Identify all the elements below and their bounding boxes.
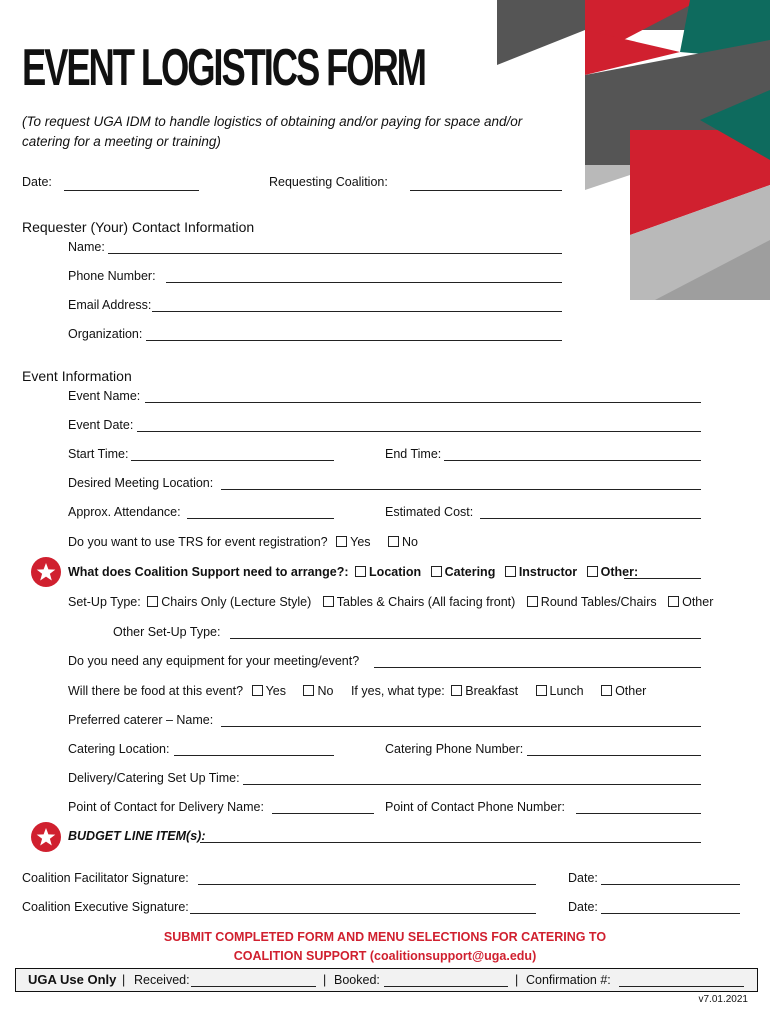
event-heading: Event Information [22, 368, 132, 384]
food-yes-checkbox[interactable] [252, 685, 263, 696]
arrange-other-checkbox[interactable] [587, 566, 598, 577]
poc-phone-label: Point of Contact Phone Number: [385, 800, 565, 814]
setup-chairs-label: Chairs Only (Lecture Style) [161, 595, 312, 609]
phone-field[interactable] [166, 282, 562, 283]
name-field[interactable] [108, 253, 562, 254]
arrange-location-label: Location [369, 565, 422, 579]
food-question: Will there be food at this event? [68, 684, 244, 698]
other-setup-field[interactable] [230, 638, 701, 639]
trs-question-row [68, 535, 418, 549]
facilitator-signature-label: Coalition Facilitator Signature: [22, 871, 189, 885]
food-lunch-label: Lunch [549, 684, 584, 698]
submit-notice [0, 928, 770, 966]
star-icon [31, 822, 61, 852]
date-field[interactable] [64, 190, 199, 191]
catering-location-label: Catering Location: [68, 742, 170, 756]
separator: | [515, 973, 519, 987]
caterer-label: Preferred caterer – Name: [68, 713, 214, 727]
setup-chairs-checkbox[interactable] [147, 596, 158, 607]
arrange-other-label: Other: [600, 565, 639, 579]
date-label: Date: [22, 175, 52, 189]
setup-row [68, 595, 713, 609]
catering-phone-field[interactable] [527, 755, 701, 756]
version-label: v7.01.2021 [698, 994, 748, 1005]
trs-yes-label: Yes [350, 535, 371, 549]
arrange-location-checkbox[interactable] [355, 566, 366, 577]
food-type-label: If yes, what type: [350, 684, 445, 698]
facilitator-date-field[interactable] [601, 884, 740, 885]
event-name-label: Event Name: [68, 389, 141, 403]
food-breakfast-checkbox[interactable] [451, 685, 462, 696]
trs-no-label: No [402, 535, 418, 549]
uga-use-only-title: UGA Use Only [28, 972, 117, 987]
star-icon [31, 557, 61, 587]
estimated-cost-field[interactable] [480, 518, 701, 519]
arrange-question: What does Coalition Support need to arrange?: [68, 565, 349, 579]
poc-phone-field[interactable] [576, 813, 701, 814]
facilitator-signature-field[interactable] [198, 884, 536, 885]
separator: | [323, 973, 327, 987]
arrange-other-field[interactable] [624, 578, 701, 579]
email-label: Email Address: [68, 298, 152, 312]
setup-tables-label: Tables & Chairs (All facing front) [336, 595, 516, 609]
received-field[interactable] [191, 986, 316, 987]
setup-round-checkbox[interactable] [527, 596, 538, 607]
trs-question: Do you want to use TRS for event registration? [68, 535, 328, 549]
form-subtitle: (To request UGA IDM to handle logistics of obtaining and/or paying for space and/or catering for a meeting or training) [22, 114, 523, 149]
executive-signature-field[interactable] [190, 913, 536, 914]
poc-name-field[interactable] [272, 813, 374, 814]
arrange-instructor-label: Instructor [518, 565, 578, 579]
equipment-label: Do you need any equipment for your meeting/event? [68, 654, 360, 668]
confirmation-field[interactable] [619, 986, 744, 987]
name-label: Name: [68, 240, 105, 254]
executive-date-field[interactable] [601, 913, 740, 914]
equipment-field[interactable] [374, 667, 701, 668]
budget-label: BUDGET LINE ITEM(s): [68, 829, 206, 843]
executive-signature-label: Coalition Executive Signature: [22, 900, 189, 914]
caterer-field[interactable] [221, 726, 701, 727]
arrange-catering-checkbox[interactable] [431, 566, 442, 577]
arrange-catering-label: Catering [444, 565, 496, 579]
end-time-field[interactable] [444, 460, 701, 461]
food-breakfast-label: Breakfast [465, 684, 519, 698]
start-time-label: Start Time: [68, 447, 129, 461]
event-date-field[interactable] [137, 431, 701, 432]
meeting-location-field[interactable] [221, 489, 701, 490]
delivery-time-label: Delivery/Catering Set Up Time: [68, 771, 240, 785]
end-time-label: End Time: [385, 447, 442, 461]
setup-tables-checkbox[interactable] [323, 596, 334, 607]
organization-field[interactable] [146, 340, 562, 341]
form-title: EVENT LOGISTICS FORM [22, 39, 425, 97]
meeting-location-label: Desired Meeting Location: [68, 476, 214, 490]
requesting-coalition-label: Requesting Coalition: [269, 175, 388, 189]
setup-label: Set-Up Type: [68, 595, 141, 609]
other-setup-label: Other Set-Up Type: [113, 625, 221, 639]
trs-no-checkbox[interactable] [388, 536, 399, 547]
attendance-field[interactable] [187, 518, 334, 519]
booked-field[interactable] [384, 986, 508, 987]
separator: | [122, 973, 126, 987]
trs-yes-checkbox[interactable] [336, 536, 347, 547]
event-date-label: Event Date: [68, 418, 134, 432]
setup-round-label: Round Tables/Chairs [540, 595, 657, 609]
catering-location-field[interactable] [174, 755, 334, 756]
food-no-label: No [317, 684, 334, 698]
catering-phone-label: Catering Phone Number: [385, 742, 524, 756]
food-row [68, 684, 646, 698]
organization-label: Organization: [68, 327, 143, 341]
phone-label: Phone Number: [68, 269, 156, 283]
confirmation-label: Confirmation #: [526, 973, 611, 987]
requester-heading: Requester (Your) Contact Information [22, 219, 255, 235]
received-label: Received: [134, 973, 190, 987]
food-no-checkbox[interactable] [303, 685, 314, 696]
facilitator-date-label: Date: [568, 871, 598, 885]
submit-line-1: SUBMIT COMPLETED FORM AND MENU SELECTIONS FOR CATERING TO [163, 930, 607, 944]
setup-other-checkbox[interactable] [668, 596, 679, 607]
email-field[interactable] [152, 311, 562, 312]
food-lunch-checkbox[interactable] [536, 685, 547, 696]
requesting-coalition-field[interactable] [410, 190, 562, 191]
delivery-time-field[interactable] [243, 784, 701, 785]
executive-date-label: Date: [568, 900, 598, 914]
food-yes-label: Yes [265, 684, 286, 698]
poc-name-label: Point of Contact for Delivery Name: [68, 800, 264, 814]
booked-label: Booked: [334, 973, 380, 987]
setup-other-label: Other [682, 595, 714, 609]
food-other-label: Other [615, 684, 647, 698]
arrange-row [68, 565, 638, 579]
arrange-instructor-checkbox[interactable] [505, 566, 516, 577]
submit-line-2: COALITION SUPPORT (coalitionsupport@uga.edu) [233, 949, 537, 963]
uga-use-only-bar [15, 968, 758, 992]
food-other-checkbox[interactable] [601, 685, 612, 696]
budget-field[interactable] [200, 842, 701, 843]
estimated-cost-label: Estimated Cost: [385, 505, 474, 519]
start-time-field[interactable] [131, 460, 334, 461]
event-name-field[interactable] [145, 402, 701, 403]
attendance-label: Approx. Attendance: [68, 505, 181, 519]
